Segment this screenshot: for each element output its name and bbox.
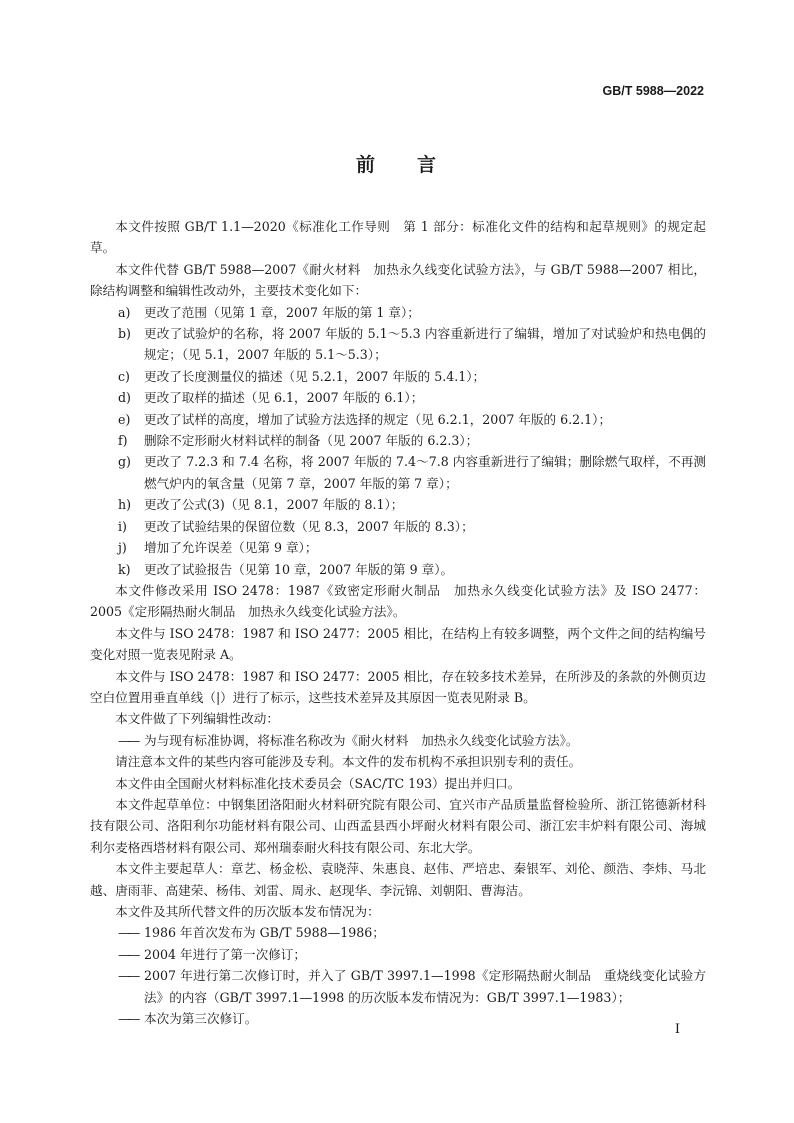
list-text: 增加了允许误差（见第 9 章）； [144, 540, 318, 556]
list-label: f) [118, 433, 128, 449]
list-item [90, 302, 706, 323]
list-text: 为与现有标准协调，将标准名称改为《耐火材料 加热永久线变化试验方法》。 [144, 732, 579, 748]
list-text: 更改了试验结果的保留位数（见 8.3，2007 年版的 8.3）； [144, 518, 474, 534]
page-title [0, 150, 794, 177]
paragraph-replaces: 本文件代替 GB/T 5988—2007《耐火材料 加热永久线变化试验方法》，与 GB/T 5988—2007 相比，除结构调整和编辑性改动外，主要技术变化如下： [90, 261, 706, 299]
dash-marker: —— [118, 946, 138, 962]
list-text: 2007 年进行第二次修订时，并入了 GB/T 3997.1—1998《定形隔热耐火制品 重烧线变化试验方法》的内容（GB/T 3997.1—1998 的历次版本发布情况为：GB/T 3997.1—1983）； [144, 968, 706, 1005]
list-text: 更改了长度测量仪的描述（见 5.2.1，2007 年版的 5.4.1）； [144, 368, 486, 384]
list-item [90, 387, 706, 408]
list-label: j) [118, 540, 127, 556]
list-text: 本次为第三次修订。 [144, 1011, 258, 1027]
list-item [90, 409, 706, 430]
paragraph-adoption: 本文件修改采用 ISO 2478：1987《致密定形耐火制品 加热永久线变化试验方法》及 ISO 2477：2005《定形隔热耐火制品 加热永久线变化试验方法》。 [90, 582, 706, 620]
list-text: 更改了公式(3)（见 8.1，2007 年版的 8.1）； [144, 497, 404, 513]
list-item [90, 537, 706, 558]
list-item [90, 430, 706, 451]
paragraph-drafting-rules: 本文件按照 GB/T 1.1—2020《标准化工作导则 第 1 部分：标准化文件的结构和起草规则》的规定起草。 [90, 219, 706, 256]
list-label: d) [118, 390, 131, 406]
title-char-2: 言 [417, 154, 439, 176]
dash-marker: —— [118, 1011, 138, 1027]
list-item [90, 944, 706, 965]
list-text: 更改了试验报告（见第 10 章，2007 年版的第 9 章）。 [144, 561, 454, 577]
list-text: 更改了 7.2.3 和 7.4 名称，将 2007 年版的 7.4～7.8 内容重新进行了编辑；删除燃气取样，不再测燃气炉内的氧含量（见第 7 章，2007 年版的第 7 章）； [144, 454, 706, 491]
foreword-body [90, 216, 706, 1029]
paragraph-technical-diff: 本文件与 ISO 2478：1987 和 ISO 2477：2005 相比，存在较多技术差异，在所涉及的条款的外侧页边空白位置用垂直单线（|）进行了标示，这些技术差异及其原因一览表见附录 B。 [90, 668, 706, 705]
list-item [90, 730, 706, 751]
list-text: 删除不定形耐火材料试样的制备（见 2007 年版的 6.2.3）； [144, 433, 479, 449]
list-item [90, 559, 706, 580]
paragraph-history-intro: 本文件及其所代替文件的历次版本发布情况为： [115, 904, 380, 919]
list-label: c) [118, 368, 130, 384]
list-text: 更改了取样的描述（见 6.1，2007 年版的 6.1）； [144, 390, 424, 406]
list-item [90, 323, 706, 366]
list-label: g) [118, 454, 131, 470]
standard-code: GB/T 5988—2022 [602, 84, 704, 98]
list-text: 更改了范围（见第 1 章，2007 年版的第 1 章）； [144, 304, 420, 320]
paragraph-drafting-units: 本文件起草单位：中钢集团洛阳耐火材料研究院有限公司、宜兴市产品质量监督检验所、浙江铭德新材科技有限公司、洛阳利尔功能材料有限公司、山西孟县西小坪耐火材料有限公司、浙江宏丰炉料有限公司、海城利尔麦格西塔材料有限公司、郑州瑞泰耐火科技有限公司、东北大学。 [90, 796, 706, 855]
list-label: i) [118, 518, 127, 534]
paragraph-proposer: 本文件由全国耐火材料标准化技术委员会（SAC/TC 193）提出并归口。 [115, 775, 521, 791]
dash-marker: —— [118, 732, 138, 748]
list-item [90, 494, 706, 515]
list-item [90, 965, 706, 1008]
list-item [90, 922, 706, 943]
page-number: I [674, 1022, 680, 1037]
list-item [90, 366, 706, 387]
list-item [90, 516, 706, 537]
list-text: 1986 年首次发布为 GB/T 5988—1986； [144, 925, 385, 941]
title-char-1: 前 [355, 154, 377, 176]
list-label: k) [118, 561, 131, 577]
paragraph-editorial-changes: 本文件做了下列编辑性改动： [115, 711, 279, 727]
list-label: a) [118, 304, 131, 320]
list-text: 更改了试样的高度，增加了试验方法选择的规定（见 6.2.1，2007 年版的 6.2.1）； [144, 411, 612, 427]
list-label: e) [118, 411, 131, 427]
paragraph-patent-notice: 请注意本文件的某些内容可能涉及专利。本文件的发布机构不承担识别专利的责任。 [115, 754, 582, 770]
dash-marker: —— [118, 925, 138, 941]
list-item [90, 451, 706, 494]
paragraph-structure-diff: 本文件与 ISO 2478：1987 和 ISO 2477：2005 相比，在结构上有较多调整，两个文件之间的结构编号变化对照一览表见附录 A。 [90, 625, 706, 663]
dash-marker: —— [118, 968, 138, 984]
paragraph-drafters: 本文件主要起草人：章艺、杨金松、袁晓萍、朱惠良、赵伟、严培忠、秦银军、刘伦、颜浩、李炜、马北越、唐雨菲、高建荣、杨伟、刘雷、周永、赵现华、李沅锦、刘朝阳、曹海洁。 [90, 861, 706, 898]
list-item [90, 1008, 706, 1029]
list-label: b) [118, 326, 131, 342]
list-text: 2004 年进行了第一次修订； [144, 946, 306, 962]
list-label: h) [118, 497, 132, 513]
list-text: 更改了试验炉的名称，将 2007 年版的 5.1～5.3 内容重新进行了编辑，增加了对试验炉和热电偶的规定；（见 5.1，2007 年版的 5.1～5.3）； [144, 326, 706, 363]
